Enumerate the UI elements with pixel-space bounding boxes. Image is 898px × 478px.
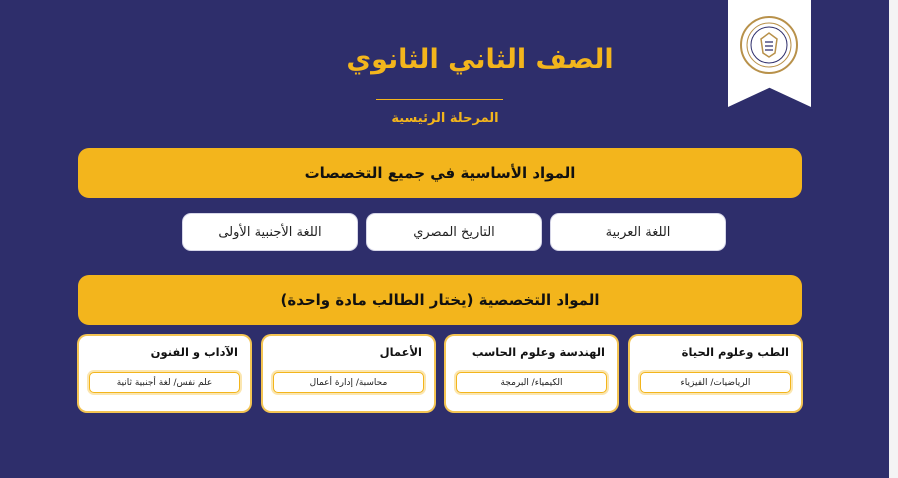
track-subjects-box xyxy=(273,372,424,393)
core-subjects-banner xyxy=(78,148,802,198)
track-card-engineering xyxy=(446,336,617,411)
track-subjects-box xyxy=(89,372,240,393)
core-subject-label: اللغة العربية xyxy=(605,224,671,240)
core-subject-pill xyxy=(183,214,357,250)
specialized-subjects-banner xyxy=(78,275,802,325)
core-subject-pill xyxy=(551,214,725,250)
core-subject-pill xyxy=(367,214,541,250)
track-title: الآداب و الفنون xyxy=(150,345,238,359)
title-divider xyxy=(376,99,503,100)
track-card-business xyxy=(263,336,434,411)
track-subjects: الكيمياء/ البرمجة xyxy=(500,377,563,388)
track-subjects: علم نفس/ لغة أجنبية ثانية xyxy=(116,377,213,388)
track-title: الطب وعلوم الحياة xyxy=(681,345,789,359)
track-subjects: محاسبة/ إدارة أعمال xyxy=(309,377,388,388)
track-title: الهندسة وعلوم الحاسب xyxy=(471,345,605,359)
track-title: الأعمال xyxy=(379,345,422,359)
page-edge xyxy=(889,0,898,478)
core-subject-label: التاريخ المصري xyxy=(413,224,495,240)
page-subtitle: المرحلة الرئيسية xyxy=(391,111,499,126)
track-subjects: الرياضيات/ الفيزياء xyxy=(680,377,751,388)
specialized-subjects-heading: المواد التخصصية (يختار الطالب مادة واحدة) xyxy=(280,291,600,309)
ministry-seal-icon xyxy=(739,15,799,75)
core-subject-label: اللغة الأجنبية الأولى xyxy=(218,224,322,240)
track-card-medicine xyxy=(630,336,801,411)
track-subjects-box xyxy=(456,372,607,393)
page-title: الصف الثاني الثانوي xyxy=(346,44,614,75)
track-card-arts xyxy=(79,336,250,411)
track-subjects-box xyxy=(640,372,791,393)
core-subjects-heading: المواد الأساسية في جميع التخصصات xyxy=(304,164,576,182)
